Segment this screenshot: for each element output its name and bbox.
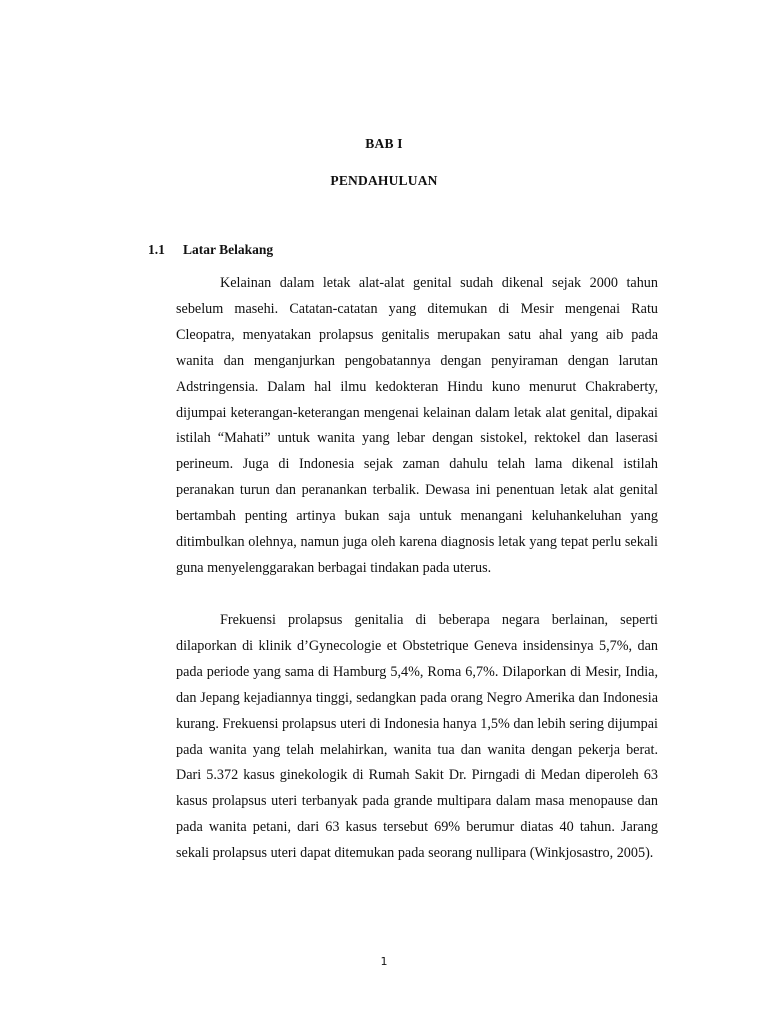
chapter-number: BAB I (365, 136, 403, 151)
chapter-title: PENDAHULUAN (330, 173, 438, 188)
section-title: Latar Belakang (183, 242, 274, 257)
section-number: 1.1 (148, 242, 165, 257)
page-number: 1 (380, 955, 388, 968)
body-paragraph: Kelainan dalam letak alat-alat genital sudah dikenal sejak 2000 tahun sebelum masehi. Catatan-catatan yang ditemukan di Mesir mengenai Ratu Cleopatra, menyatakan prolapsus genitalis merupakan satu ahal yang aib pada wanita dan menganjurkan pengobatannya dengan penyiraman dengan larutan Adstringensia. Dalam hal ilmu kedokteran Hindu kuno menurut Chakraberty, dijumpai keterangan-keterangan mengenai kelainan dalam letak alat genital, dipakai istilah “Mahati” untuk wanita yang lebar dengan sistokel, rektokel dan laserasi perineum. Juga di Indonesia sejak zaman dahulu telah lama dikenal istilah peranakan turun dan peranankan terbalik. Dewasa ini penentuan letak alat genital bertambah penting artinya bukan saja untuk menangani keluhankeluhan yang ditimbulkan olehnya, namun juga oleh karena diagnosis letak yang tepat perlu sekali guna menyelenggarakan berbagai tindakan pada uterus. (176, 275, 658, 576)
body-paragraph: Frekuensi prolapsus genitalia di beberapa negara berlainan, seperti dilaporkan di klinik d’Gynecologie et Obstetrique Geneva insidensinya 5,7%, dan pada periode yang sama di Hamburg 5,4%, Roma 6,7%. Dilaporkan di Mesir, India, dan Jepang kejadiannya tinggi, sedangkan pada orang Negro Amerika dan Indonesia kurang. Frekuensi prolapsus uteri di Indonesia hanya 1,5% dan lebih sering dijumpai pada wanita yang telah melahirkan, wanita tua dan wanita dengan pekerja berat. Dari 5.372 kasus ginekologik di Rumah Sakit Dr. Pirngadi di Medan diperoleh 63 kasus prolapsus uteri terbanyak pada grande multipara dalam masa menopause dan pada wanita petani, dari 63 kasus tersebut 69% berumur diatas 40 tahun. Jarang sekali prolapsus uteri dapat ditemukan pada seorang nullipara (Winkjosastro, 2005). (176, 612, 658, 862)
section-heading (148, 242, 273, 258)
